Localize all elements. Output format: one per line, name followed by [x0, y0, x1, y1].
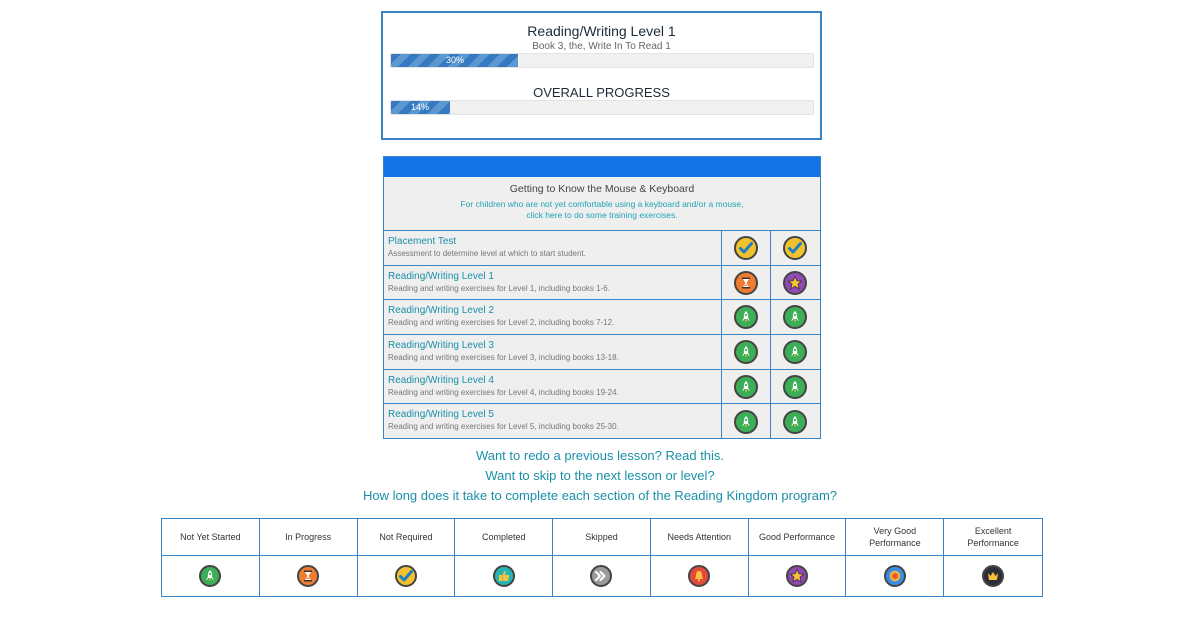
legend-item	[455, 519, 553, 596]
hourglass-icon	[297, 565, 319, 587]
level-status-cell[interactable]	[721, 266, 770, 300]
skip-icon	[590, 565, 612, 587]
levels-table	[383, 156, 821, 439]
level-name-link[interactable]: Reading/Writing Level 1	[388, 270, 494, 282]
progress-card	[381, 11, 822, 140]
star-icon	[783, 271, 807, 295]
legend-label: Very Good Performance	[846, 519, 943, 556]
level-row[interactable]	[384, 370, 820, 405]
rocket-icon	[734, 305, 758, 329]
keyboard-training-intro[interactable]	[384, 177, 820, 231]
level-status-cell[interactable]	[721, 335, 770, 369]
overall-progress-label: 14%	[411, 102, 430, 112]
status-legend	[161, 518, 1043, 597]
check-icon	[734, 236, 758, 260]
level-name-link[interactable]: Reading/Writing Level 5	[388, 409, 494, 421]
level-row[interactable]	[384, 335, 820, 370]
legend-item	[749, 519, 847, 596]
intro-text[interactable]	[384, 199, 820, 221]
legend-label: Completed	[455, 519, 552, 556]
crown-icon	[982, 565, 1004, 587]
legend-item	[944, 519, 1042, 596]
level-status-cell[interactable]	[721, 231, 770, 265]
medal-icon	[884, 565, 906, 587]
help-links	[0, 446, 1200, 506]
how-long-link[interactable]: How long does it take to complete each section of the Reading Kingdom program?	[362, 488, 838, 503]
levels-header-bar	[384, 157, 820, 177]
level-name-link[interactable]: Reading/Writing Level 3	[388, 340, 494, 352]
levels-rows	[384, 231, 820, 439]
star-icon	[786, 565, 808, 587]
intro-title: Getting to Know the Mouse & Keyboard	[509, 183, 695, 195]
level-status-cell[interactable]	[721, 300, 770, 334]
legend-icon-cell	[162, 556, 259, 596]
rocket-icon	[783, 375, 807, 399]
redo-lesson-link[interactable]: Want to redo a previous lesson? Read this.	[475, 448, 725, 463]
legend-label: Needs Attention	[651, 519, 748, 556]
level-progress-bar	[390, 53, 814, 68]
level-status-cell[interactable]	[770, 370, 819, 404]
rocket-icon	[783, 305, 807, 329]
level-progress-label: 30%	[446, 55, 465, 65]
legend-item	[358, 519, 456, 596]
legend-item	[260, 519, 358, 596]
legend-label: Not Required	[358, 519, 455, 556]
check-icon	[783, 236, 807, 260]
legend-icon-cell	[651, 556, 748, 596]
level-status-cell[interactable]	[770, 404, 819, 439]
thumbs-up-icon	[493, 565, 515, 587]
rocket-icon	[783, 410, 807, 434]
level-status-cell[interactable]	[721, 404, 770, 439]
legend-label: Good Performance	[749, 519, 846, 556]
level-description: Reading and writing exercises for Level 4, including books 19-24.	[388, 387, 619, 397]
legend-item	[651, 519, 749, 596]
legend-item	[846, 519, 944, 596]
rocket-icon	[199, 565, 221, 587]
rocket-icon	[734, 375, 758, 399]
intro-line-2[interactable]: click here to do some training exercises.	[526, 210, 678, 220]
level-description: Reading and writing exercises for Level 1, including books 1-6.	[388, 283, 610, 293]
intro-line-1[interactable]: For children who are not yet comfortable using a keyboard and/or a mouse,	[460, 199, 744, 209]
level-status-cell[interactable]	[770, 300, 819, 334]
level-status-cell[interactable]	[770, 266, 819, 300]
legend-label: In Progress	[260, 519, 357, 556]
overall-progress-title: OVERALL PROGRESS	[533, 85, 670, 100]
legend-label: Not Yet Started	[162, 519, 259, 556]
level-name-link[interactable]: Placement Test	[388, 236, 457, 247]
level-status-cell[interactable]	[770, 335, 819, 369]
level-name-link[interactable]: Reading/Writing Level 2	[388, 305, 494, 317]
legend-label: Skipped	[553, 519, 650, 556]
skip-lesson-link[interactable]: Want to skip to the next lesson or level?	[485, 468, 715, 483]
check-icon	[395, 565, 417, 587]
legend-item	[162, 519, 260, 596]
legend-icon-cell	[358, 556, 455, 596]
rocket-icon	[734, 410, 758, 434]
level-description: Reading and writing exercises for Level 2, including books 7-12.	[388, 318, 615, 328]
level-description: Reading and writing exercises for Level 3, including books 13-18.	[388, 353, 619, 363]
legend-icon-cell	[944, 556, 1042, 596]
level-title: Reading/Writing Level 1	[527, 23, 676, 39]
level-status-cell[interactable]	[770, 231, 819, 265]
level-name-link[interactable]: Reading/Writing Level 4	[388, 374, 494, 386]
legend-icon-cell	[455, 556, 552, 596]
level-row[interactable]	[384, 404, 820, 439]
legend-icon-cell	[846, 556, 943, 596]
bell-icon	[688, 565, 710, 587]
legend-icon-cell	[553, 556, 650, 596]
hourglass-icon	[734, 271, 758, 295]
level-row[interactable]	[384, 266, 820, 301]
level-description: Assessment to determine level at which to start student.	[388, 249, 586, 258]
overall-progress-bar	[390, 100, 814, 115]
legend-icon-cell	[260, 556, 357, 596]
legend-label: Excellent Performance	[944, 519, 1042, 556]
rocket-icon	[734, 340, 758, 364]
level-status-cell[interactable]	[721, 370, 770, 404]
legend-item	[553, 519, 651, 596]
book-subtitle: Book 3, the, Write In To Read 1	[532, 41, 671, 52]
level-description: Reading and writing exercises for Level 5, including books 25-30.	[388, 422, 619, 432]
legend-icon-cell	[749, 556, 846, 596]
level-row[interactable]	[384, 300, 820, 335]
rocket-icon	[783, 340, 807, 364]
level-row[interactable]	[384, 231, 820, 266]
